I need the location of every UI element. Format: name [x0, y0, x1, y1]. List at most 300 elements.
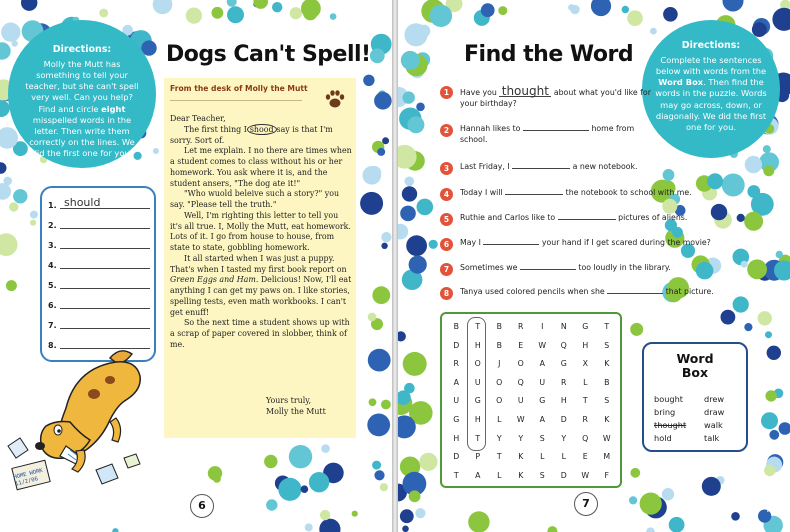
polka-dot [721, 310, 736, 325]
blank-line [60, 288, 150, 289]
polka-dot [763, 165, 774, 176]
answer-number: 2. [48, 221, 57, 230]
puzzle-letter[interactable]: L [497, 415, 502, 424]
puzzle-letter[interactable]: K [604, 359, 610, 369]
answer-line[interactable] [48, 212, 148, 232]
puzzle-letter[interactable]: R [453, 359, 459, 369]
letter-paragraph: Well, I'm righting this letter to tell you it's all true. I, Molly the Mutt, eat homework. Lots of it. I go from house to house, from state to state, gobbling homework. [170, 210, 351, 252]
polka-dot [417, 199, 434, 216]
polka-dot [212, 7, 224, 19]
letter-signature: Molly the Mutt [266, 406, 326, 416]
puzzle-letter[interactable]: Y [518, 433, 524, 443]
puzzle-letter[interactable]: R [561, 377, 567, 387]
question-number-badge: 2 [440, 124, 453, 137]
question-number-badge: 7 [440, 263, 453, 276]
answer-number: 1. [48, 201, 57, 210]
letter-paragraph: "Who wuold beleive such a story?" you say. "Please tell the truth." [170, 189, 340, 209]
answer-line[interactable] [48, 232, 148, 252]
word-box-word-crossed-out: thought [654, 420, 687, 430]
polka-dot [374, 92, 392, 110]
puzzle-letter[interactable]: O [474, 359, 481, 369]
question-text-before: May I [460, 238, 481, 247]
puzzle-letter[interactable]: D [560, 415, 567, 424]
answer-number: 7. [48, 321, 57, 330]
puzzle-letter[interactable]: S [604, 340, 610, 350]
polka-dot [416, 103, 425, 112]
polka-dot [321, 444, 330, 453]
polka-dot [372, 461, 381, 470]
polka-dot [663, 7, 678, 22]
puzzle-letter[interactable]: L [497, 470, 502, 480]
polka-dot [381, 232, 391, 242]
letter-closing: Yours truly, [266, 396, 312, 405]
puzzle-letter[interactable]: T [604, 322, 610, 331]
puzzle-letter[interactable]: G [539, 396, 546, 406]
word-box [642, 342, 748, 452]
polka-dot [419, 453, 437, 471]
letter-body [170, 114, 352, 351]
polka-dot [772, 8, 790, 31]
polka-dot [30, 211, 38, 219]
puzzle-letter[interactable]: N [560, 322, 567, 331]
header-divider [170, 100, 302, 101]
polka-dot [400, 509, 414, 523]
polka-dot [403, 91, 415, 103]
answer-number: 5. [48, 281, 57, 290]
directions-circle [8, 20, 156, 168]
polka-dot [278, 478, 301, 501]
polka-dot [630, 323, 643, 336]
puzzle-letter[interactable]: W [581, 470, 590, 480]
polka-dot [360, 192, 383, 215]
group-label: GROUP TWO [762, 502, 784, 515]
puzzle-letter[interactable]: X [582, 359, 588, 369]
polka-dot [99, 9, 108, 18]
puzzle-letter[interactable]: L [540, 452, 545, 462]
question-text-after: pictures of aliens. [618, 213, 688, 222]
polka-dot [6, 280, 17, 291]
polka-dot [374, 470, 384, 480]
word-box-title [644, 352, 746, 381]
polka-dot [481, 3, 495, 17]
puzzle-letter[interactable]: T [453, 470, 459, 480]
puzzle-letter[interactable]: S [604, 396, 610, 406]
polka-dot [398, 331, 406, 341]
puzzle-letter[interactable]: R [582, 415, 588, 424]
polka-dot [409, 490, 421, 502]
puzzle-letter[interactable]: L [583, 377, 588, 387]
puzzle-letter[interactable]: D [453, 340, 460, 350]
blank-line [60, 308, 150, 309]
polka-dot [380, 483, 388, 491]
question-text-before: Have you [460, 88, 497, 97]
question-text-after: about what you'd like for your birthday? [460, 88, 651, 108]
question-text-before: Tanya used colored pencils when she [460, 287, 605, 296]
answer-line[interactable] [48, 252, 148, 272]
answer-blank[interactable] [505, 194, 563, 195]
polka-dot [352, 511, 358, 517]
polka-dot [3, 177, 12, 186]
polka-dot [368, 349, 391, 372]
question-text-after: your hand if I get scared during the movie? [541, 238, 711, 247]
polka-dot [398, 224, 408, 240]
polka-dot [468, 511, 489, 532]
polka-dot [769, 430, 779, 440]
puzzle-letter[interactable]: U [517, 396, 524, 406]
puzzle-letter[interactable]: H [560, 396, 567, 406]
polka-dot [570, 5, 579, 14]
puzzle-letter[interactable]: O [496, 377, 503, 387]
polka-dot [381, 243, 387, 249]
polka-dot [0, 162, 7, 174]
answer-number: 3. [48, 241, 57, 250]
polka-dot [363, 166, 382, 185]
polka-dot [363, 75, 374, 86]
puzzle-letter[interactable]: Y [496, 433, 502, 443]
answer-line[interactable] [48, 192, 148, 212]
question-text [460, 287, 756, 298]
blank-line [60, 208, 150, 209]
polka-dot [9, 202, 18, 211]
puzzle-letter[interactable]: Q [517, 377, 524, 387]
puzzle-letter[interactable]: B [496, 340, 502, 350]
puzzle-letter[interactable]: T [475, 322, 481, 331]
question-text-after: a new notebook. [572, 162, 638, 171]
directions-text-2: misspelled words in the letter. Then write them correctly on the lines. We did the first one for you. [29, 114, 135, 159]
polka-dot [0, 183, 11, 200]
polka-dot [227, 0, 237, 7]
puzzle-letter[interactable]: K [518, 452, 524, 462]
polka-dot [186, 8, 202, 24]
puzzle-letter[interactable]: B [496, 322, 502, 331]
polka-dot [591, 0, 611, 16]
puzzle-letter[interactable]: U [539, 377, 546, 387]
blank-line [60, 328, 150, 329]
page-number: 7 [574, 492, 598, 516]
question-number-badge: 3 [440, 162, 453, 175]
answer-number: 4. [48, 261, 57, 270]
polka-dot [630, 468, 640, 478]
letter-paragraph: So the next time a student shows up with a scrap of paper covered in slobber, think of me. [170, 318, 350, 349]
polka-dot [402, 186, 417, 201]
answer-blank[interactable] [512, 168, 570, 169]
puzzle-letter[interactable]: O [517, 359, 524, 369]
question-text [460, 162, 700, 173]
puzzle-letter[interactable]: S [539, 470, 545, 480]
homework-scrap-label: HOME WORK 11/2/06 [12, 467, 44, 488]
puzzle-letter[interactable]: W [602, 433, 611, 443]
puzzle-letter[interactable]: O [496, 396, 503, 406]
polka-dot [763, 145, 771, 153]
puzzle-letter[interactable]: U [474, 377, 481, 387]
question-text [460, 124, 660, 145]
puzzle-letter[interactable]: H [582, 340, 589, 350]
polka-dot [767, 346, 781, 360]
directions-heading: Directions: [681, 40, 741, 51]
polka-dot [415, 508, 425, 518]
polka-dot [305, 523, 313, 531]
polka-dot [153, 148, 159, 154]
puzzle-letter[interactable]: W [516, 415, 525, 424]
question-text-before: Ruthie and Carlos like to [460, 213, 556, 222]
polka-dot [547, 526, 557, 532]
puzzle-letter[interactable]: G [582, 322, 589, 331]
letter-text: say is that I'm sorry. Sort of. [170, 124, 333, 145]
letter-paragraph: Let me explain. I no there are times when a student comes to class without his or her homework. You ask where it is, and the student ansers, "The dog ate it!" [170, 146, 352, 188]
polka-dot [400, 206, 416, 222]
polka-dot [330, 13, 337, 20]
polka-dot [764, 465, 775, 476]
letter-header: From the desk of Molly the Mutt [170, 84, 308, 93]
polka-dot [669, 517, 685, 532]
puzzle-letter[interactable]: K [518, 470, 524, 480]
answer-handwriting: should [64, 196, 101, 209]
question-text-after: the notebook to school with me. [565, 188, 692, 197]
left-page [0, 0, 392, 532]
puzzle-letter[interactable]: S [539, 433, 545, 443]
polka-dot [319, 519, 340, 532]
paw-print-icon [324, 88, 346, 110]
polka-dot [381, 400, 391, 410]
directions-emphasis: eight [101, 103, 126, 114]
polka-dot [368, 313, 377, 322]
polka-dot [776, 251, 783, 258]
polka-dot [407, 116, 424, 133]
puzzle-letter[interactable]: K [604, 415, 610, 424]
polka-dot [367, 414, 390, 437]
polka-dot [401, 51, 420, 70]
polka-dot [253, 0, 268, 9]
question-text-after: home from school. [460, 124, 635, 144]
found-word-circle [467, 317, 486, 451]
answer-blank[interactable]: thought [499, 86, 551, 97]
question-text-before: Hannah likes to [460, 124, 521, 133]
puzzle-letter[interactable]: B [604, 377, 610, 387]
puzzle-letter[interactable]: D [560, 470, 567, 480]
polka-dot [320, 510, 330, 520]
blank-line [60, 268, 150, 269]
blank-line [60, 228, 150, 229]
puzzle-letter[interactable]: M [603, 452, 611, 462]
page-title: Dogs Can't Spell! [166, 42, 371, 67]
polka-dot [0, 233, 17, 256]
word-box-word: bought [654, 394, 683, 404]
polka-dot [498, 6, 507, 15]
polka-dot [629, 496, 637, 504]
puzzle-letter[interactable]: A [539, 415, 545, 424]
polka-dot [208, 466, 222, 480]
polka-dot [382, 137, 389, 144]
polka-dot [409, 256, 427, 274]
puzzle-letter[interactable]: R [518, 322, 524, 331]
polka-dot [21, 0, 37, 11]
puzzle-letter[interactable]: D [453, 452, 460, 462]
polka-dot [405, 177, 415, 187]
polka-dot [264, 455, 277, 468]
polka-dot [429, 240, 438, 249]
puzzle-letter[interactable]: Q [582, 433, 589, 443]
word-box-title-line: Word [676, 351, 714, 366]
puzzle-letter[interactable]: L [561, 452, 566, 462]
letter-text: It all started when I was just a puppy. That's when I tasted my first book report on [170, 253, 347, 274]
puzzle-letter[interactable]: T [582, 396, 588, 406]
answer-blank[interactable] [483, 244, 539, 245]
word-box-word: drew [704, 394, 725, 404]
polka-dot [289, 445, 312, 468]
puzzle-letter[interactable]: Q [560, 340, 567, 350]
polka-dot [723, 0, 744, 12]
word-box-word: talk [704, 433, 720, 443]
polka-dot [404, 23, 427, 46]
puzzle-letter[interactable]: H [474, 340, 481, 350]
polka-dot [733, 296, 749, 312]
directions-emphasis: Word Box [658, 77, 704, 88]
puzzle-letter[interactable]: E [518, 340, 524, 350]
letter-paragraph [170, 125, 352, 147]
polka-dot [112, 528, 118, 532]
answer-blank[interactable] [607, 293, 663, 294]
directions-circle [642, 20, 780, 158]
book-title: Green Eggs and Ham [170, 275, 256, 285]
word-box-word: draw [704, 407, 725, 417]
polka-dot [301, 485, 309, 493]
blank-line [60, 248, 150, 249]
polka-dot [744, 323, 752, 331]
answer-blank[interactable] [558, 219, 616, 220]
polka-dot [765, 331, 772, 338]
question-number-badge: 5 [440, 213, 453, 226]
polka-dot [702, 477, 721, 496]
polka-dot [272, 2, 282, 12]
polka-dot [646, 527, 655, 532]
answer-blank[interactable] [523, 130, 589, 131]
question-text-before: Sometimes we [460, 263, 518, 272]
polka-dot [640, 493, 662, 515]
puzzle-letter[interactable]: G [474, 396, 481, 406]
polka-dot [761, 412, 778, 429]
directions-text-1: Complete the sentences below with words from the [655, 54, 767, 76]
puzzle-letter[interactable]: T [475, 433, 481, 443]
letter-text: . Delicious! Now, I'll eat anything I can get my paws on. I like stories, spelling tests, even math workbooks. I can't get enuff! [170, 275, 352, 317]
puzzle-letter[interactable]: E [582, 452, 588, 462]
circled-misspelled-word: shood [247, 124, 277, 135]
puzzle-letter[interactable]: G [560, 359, 567, 369]
puzzle-letter[interactable]: J [498, 359, 501, 369]
question-text [460, 213, 750, 224]
question-text [460, 86, 660, 109]
polka-dot [266, 499, 277, 510]
polka-dot [13, 189, 27, 203]
question-number-badge: 6 [440, 238, 453, 251]
answer-number: 6. [48, 301, 57, 310]
letter-signoff [266, 396, 326, 418]
group-label: GROUP ONE [8, 502, 30, 515]
letter-paragraph [170, 254, 352, 319]
polka-dot [403, 352, 427, 376]
puzzle-letter[interactable]: P [475, 452, 481, 462]
polka-dot [372, 286, 390, 304]
word-search-puzzle [440, 312, 622, 488]
letter-card [164, 78, 356, 438]
polka-dot [290, 7, 302, 19]
polka-dot [227, 6, 244, 23]
polka-dot [627, 10, 643, 26]
directions-heading: Directions: [52, 44, 112, 55]
question-text-after: too loudly in the library. [578, 263, 671, 272]
answer-line[interactable] [48, 272, 148, 292]
polka-dot [779, 422, 790, 435]
word-box-word: bring [654, 407, 676, 417]
word-box-word: walk [704, 420, 723, 430]
puzzle-letter[interactable]: W [538, 340, 547, 350]
polka-dot [430, 5, 452, 27]
directions-text-2: . Then find the words in the puzzle. Words may go across, down, or diagonally. We did the first one for you. [655, 77, 767, 132]
word-box-title-line: Box [681, 365, 709, 381]
polka-dot [622, 6, 629, 13]
puzzle-letter[interactable]: H [453, 433, 460, 443]
puzzle-letter[interactable]: Y [561, 433, 567, 443]
puzzle-letter[interactable]: A [475, 470, 481, 480]
question-text-after: that picture. [665, 287, 714, 296]
right-page [398, 0, 790, 532]
puzzle-letter[interactable]: A [453, 377, 459, 387]
directions-text-1: Molly the Mutt has something to tell your teacher, but she can't spell very well. Can you help? Find and circle [25, 58, 139, 114]
question-text [460, 238, 756, 249]
question-text-before: Last Friday, I [460, 162, 510, 171]
puzzle-letter[interactable]: F [604, 470, 609, 480]
polka-dot [370, 48, 385, 63]
polka-dot [662, 199, 677, 214]
polka-dot [1, 23, 20, 42]
polka-dot [369, 398, 377, 406]
puzzle-letter[interactable]: I [541, 322, 544, 331]
polka-dot [731, 512, 740, 521]
answer-lines-box [40, 186, 156, 362]
polka-dot [377, 148, 385, 156]
polka-dot [747, 259, 767, 279]
polka-dot [0, 42, 11, 59]
answer-line[interactable] [48, 292, 148, 312]
polka-dot [758, 311, 772, 325]
polka-dot [707, 173, 723, 189]
puzzle-letter[interactable]: A [539, 359, 545, 369]
polka-dot [765, 390, 776, 401]
page-title: Find the Word [464, 42, 634, 67]
question-number-badge: 4 [440, 188, 453, 201]
puzzle-letter[interactable]: U [453, 396, 460, 406]
word-box-word: hold [654, 433, 672, 443]
polka-dot [745, 156, 762, 173]
puzzle-letter[interactable]: B [453, 322, 459, 331]
puzzle-letter[interactable]: H [474, 415, 481, 424]
polka-dot [650, 28, 657, 35]
polka-dot [402, 526, 409, 532]
answer-blank[interactable] [520, 269, 576, 270]
question-number-badge: 8 [440, 287, 453, 300]
question-text [460, 263, 750, 274]
answer-number: 8. [48, 341, 57, 350]
question-number-badge: 1 [440, 86, 453, 99]
polka-dot [153, 0, 173, 14]
answer-line[interactable] [48, 312, 148, 332]
polka-dot [309, 472, 329, 492]
polka-dot [662, 488, 674, 500]
question-text [460, 188, 750, 199]
page-number: 6 [190, 494, 214, 518]
polka-dot [406, 235, 427, 256]
puzzle-letter[interactable]: T [496, 452, 502, 462]
puzzle-letter[interactable]: G [453, 415, 460, 424]
